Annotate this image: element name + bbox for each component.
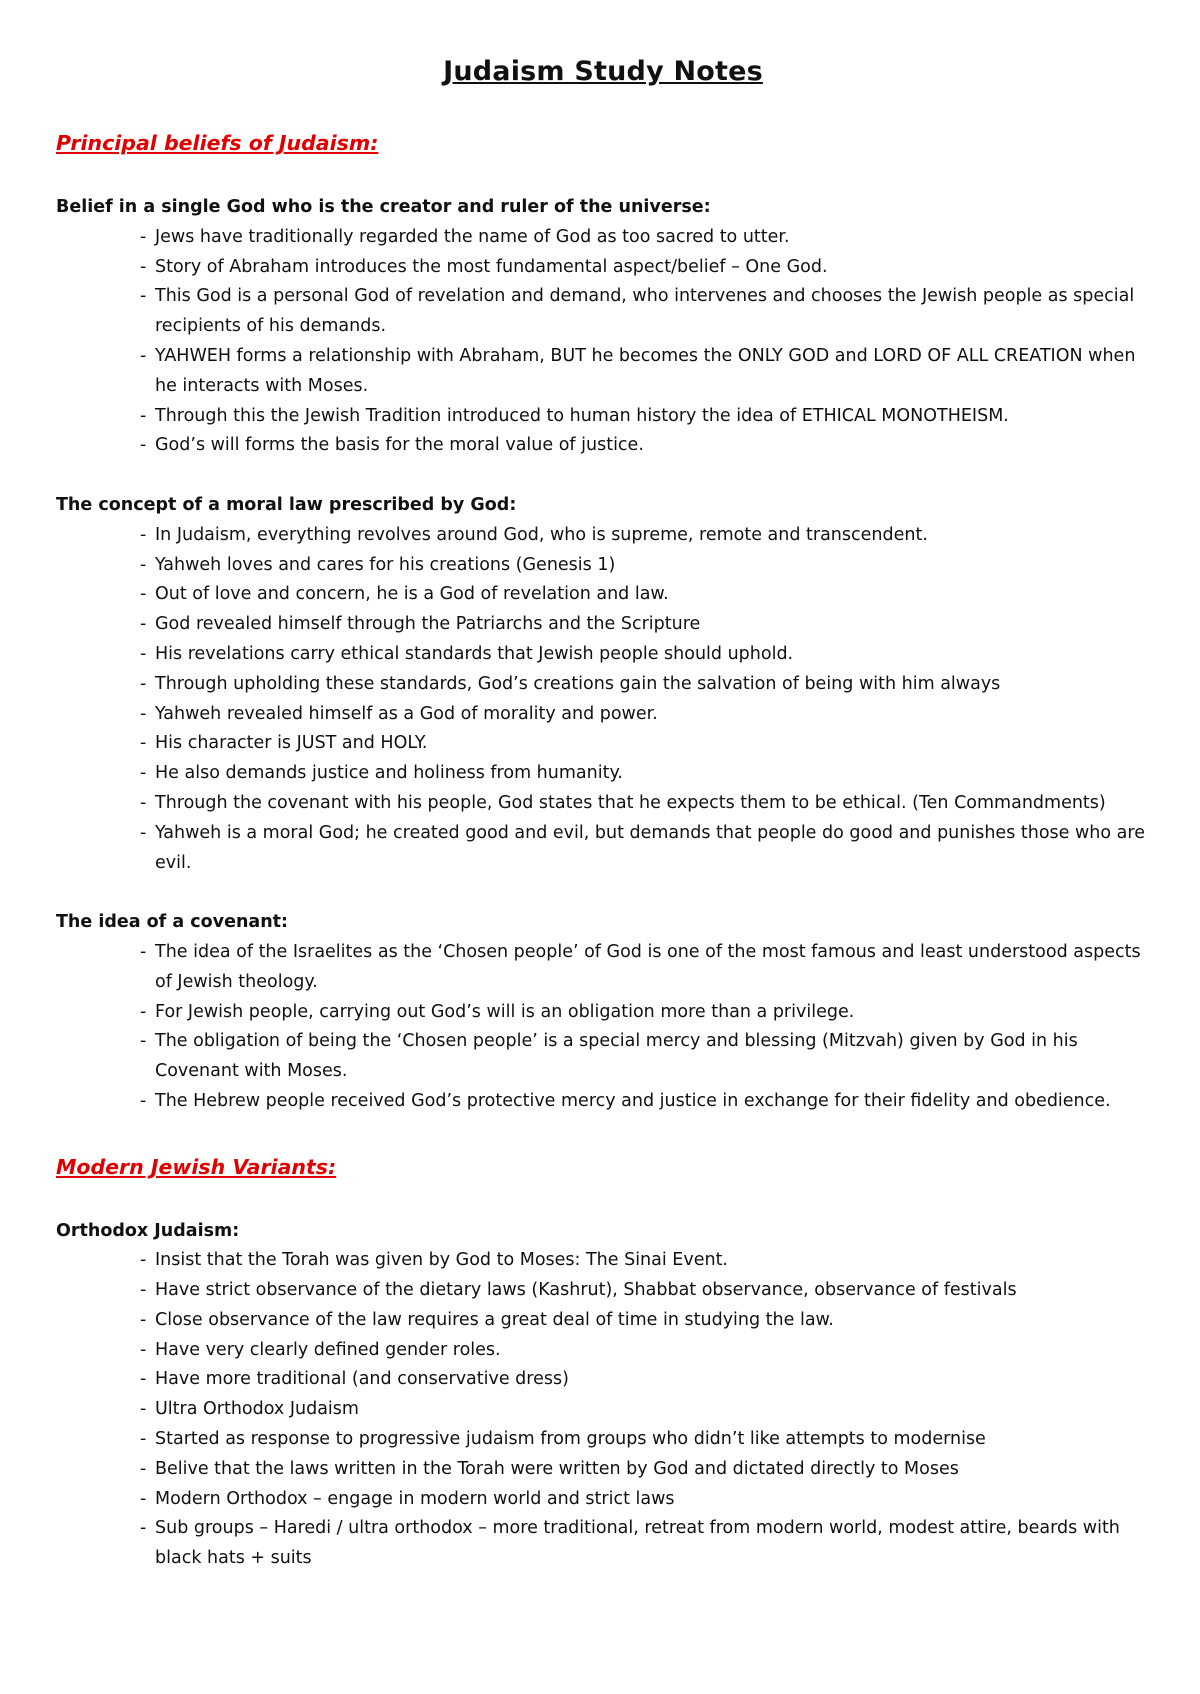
bullet-item: - Story of Abraham introduces the most fundamental aspect/belief – One God. [140,253,1150,283]
bullet-item: - The idea of the Israelites as the ‘Chosen people’ of God is one of the most famous and least understood aspects of Jewish theology. [140,938,1150,998]
bullet-item: - Jews have traditionally regarded the name of God as too sacred to utter. [140,223,1150,253]
subsection-heading: Belief in a single God who is the creator and ruler of the universe: [56,197,711,217]
bullet-item: - God revealed himself through the Patriarchs and the Scripture [140,610,1150,640]
bullet-list [56,521,1150,879]
bullet-item: - Close observance of the law requires a great deal of time in studying the law. [140,1306,1150,1336]
section-heading: Principal beliefs of Judaism: [56,131,379,155]
bullet-list [56,223,1150,461]
bullet-item: - The Hebrew people received God’s protective mercy and justice in exchange for their fidelity and obedience. [140,1087,1150,1117]
bullet-item: - Started as response to progressive judaism from groups who didn’t like attempts to modernise [140,1425,1150,1455]
document-body [56,131,1150,1574]
bullet-item: - Modern Orthodox – engage in modern world and strict laws [140,1485,1150,1515]
bullet-item: - Have more traditional (and conservative dress) [140,1365,1150,1395]
bullet-item: - Out of love and concern, he is a God of revelation and law. [140,580,1150,610]
subsection-heading: The idea of a covenant: [56,912,289,933]
bullet-item: - Insist that the Torah was given by God to Moses: The Sinai Event. [140,1246,1150,1276]
bullet-item: - His character is JUST and HOLY. [140,729,1150,759]
bullet-item: - Through this the Jewish Tradition introduced to human history the idea of ETHICAL MONOTHEISM. [140,402,1150,432]
bullet-item: - Through the covenant with his people, God states that he expects them to be ethical. (Ten Commandments) [140,789,1150,819]
bullet-item: - Belive that the laws written in the Torah were written by God and dictated directly to Moses [140,1455,1150,1485]
bullet-item: - YAHWEH forms a relationship with Abraham, BUT he becomes the ONLY GOD and LORD OF ALL CREATION when he interacts with Moses. [140,342,1150,402]
section-heading: Modern Jewish Variants: [56,1154,337,1179]
bullet-item: - Through upholding these standards, God’s creations gain the salvation of being with him always [140,670,1150,700]
subsection-heading: Orthodox Judaism: [56,1220,240,1241]
bullet-item: - In Judaism, everything revolves around God, who is supreme, remote and transcendent. [140,521,1150,551]
subsection-heading: The concept of a moral law prescribed by God: [56,494,517,515]
bullet-item: - He also demands justice and holiness from humanity. [140,759,1150,789]
bullet-item: - Ultra Orthodox Judaism [140,1395,1150,1425]
bullet-item: - For Jewish people, carrying out God’s will is an obligation more than a privilege. [140,998,1150,1028]
bullet-list [56,938,1150,1117]
section-spacer [56,1147,1150,1155]
bullet-item: - The obligation of being the ‘Chosen people’ is a special mercy and blessing (Mitzvah) given by God in his Covenant with Moses. [140,1027,1150,1087]
bullet-item: - Have very clearly defined gender roles. [140,1336,1150,1366]
document-title: Judaism Study Notes [443,56,763,87]
bullet-item: - God’s will forms the basis for the moral value of justice. [140,431,1150,461]
bullet-item: - Sub groups – Haredi / ultra orthodox – more traditional, retreat from modern world, modest attire, beards with black hats + suits [140,1514,1150,1574]
bullet-item: - Yahweh loves and cares for his creations (Genesis 1) [140,551,1150,581]
bullet-list [56,1246,1150,1574]
bullet-item: - Yahweh is a moral God; he created good and evil, but demands that people do good and punishes those who are evil. [140,819,1150,879]
bullet-item: - Yahweh revealed himself as a God of morality and power. [140,700,1150,730]
bullet-item: - Have strict observance of the dietary laws (Kashrut), Shabbat observance, observance of festivals [140,1276,1150,1306]
bullet-item: - This God is a personal God of revelation and demand, who intervenes and chooses the Jewish people as special recipients of his demands. [140,282,1150,342]
bullet-item: - His revelations carry ethical standards that Jewish people should uphold. [140,640,1150,670]
